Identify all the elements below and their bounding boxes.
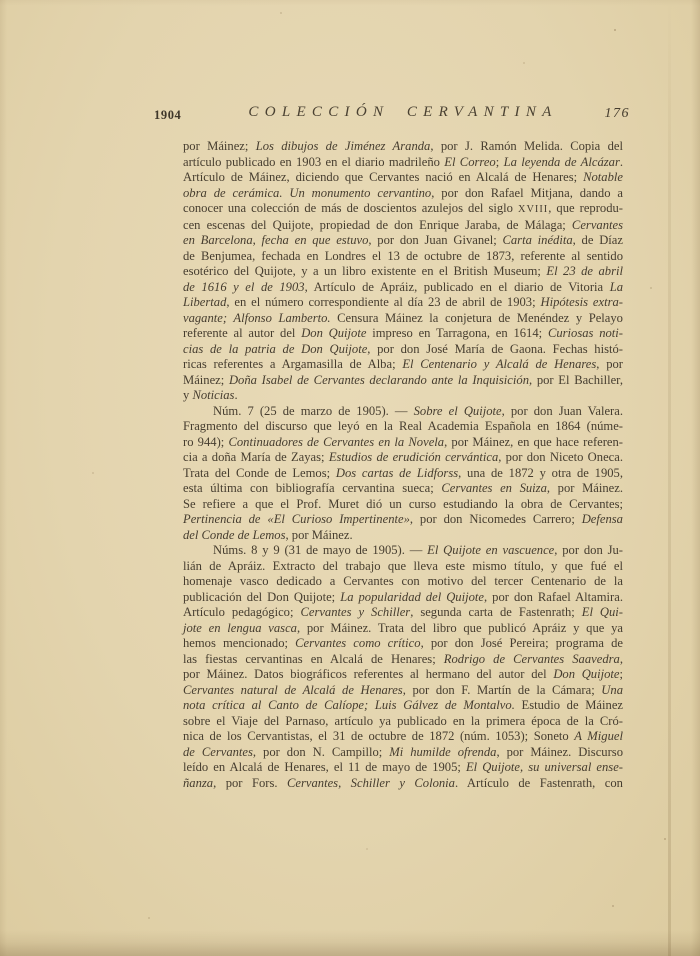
text-line: sobre el Viaje del Parnaso, artículo ya publicado en la primera época de la Cró- [183,713,623,728]
text-line: artículo publicado en 1903 en el diario madrileño El Correo; La leyenda de Alcázar. [183,154,624,169]
text-line: Cervantes natural de Alcalá de Henares, por don F. Martín de la Cámara; Una [183,682,623,697]
text-line: vagante; Alfonso Lamberto. Censura Máinez la conjetura de Menéndez y Pelayo [183,310,623,325]
text-line: esta última con bibliografía cervantina sueca; Cervantes en Suiza, por Máinez. [183,481,623,495]
text-line: ñanza, por Fors. Cervantes, Schiller y Colonia. Artículo de Fastenrath, con [183,775,623,790]
text-line: esotérico del Quijote, y a un libro existente en el British Museum; El 23 de abril [183,264,623,278]
text-line: Artículo de Máinez, diciendo que Cervantes nació en Alcalá de Henares; Notable [183,170,623,184]
text-line: hemos mencionado; Cervantes como crítico, por don José Pereira; programa de [183,636,623,650]
text-line: Núms. 8 y 9 (31 de mayo de 1905). — El Quijote en vascuence, por don Ju- [213,543,623,557]
text-line: las fiestas cervantinas en Alcalá de Henares; Rodrigo de Cervantes Saavedra, [183,651,623,666]
text-line: obra de cerámica. Un monumento cervantino, por don Rafael Mitjana, dando a [183,185,624,200]
text-line: nota crítica al Canto de Calíope; Luis Gálvez de Montalvo. Estudio de Máinez [183,698,623,712]
text-line: Se refiere a que el Prof. Muret dió un curso estudiando la obra de Cervantes; [183,496,623,511]
margin-year: 1904 [154,108,182,122]
text-line: ro 944); Continuadores de Cervantes en la Novela, por Máinez, en que hace referen- [183,434,624,449]
text-line: Núm. 7 (25 de marzo de 1905). — Sobre el Quijote, por don Juan Valera. [213,403,623,418]
page-number: 176 [604,106,630,121]
text-line: ricas referentes a Argamasilla de Alba; El Centenario y Alcalá de Henares, por [183,357,623,371]
text-line: de Cervantes, por don N. Campillo; Mi humilde ofrenda, por Máinez. Discurso [183,744,623,759]
text-line: Fragmento del discurso que leyó en la Real Academia Española en 1864 (núme- [183,419,623,433]
text-line: por Máinez; Los dibujos de Jiménez Aranda, por J. Ramón Melida. Copia del [183,139,623,153]
text-line: leído en Alcalá de Henares, el 11 de mayo de 1905; El Quijote, su universal ense- [183,760,623,774]
text-line: referente al autor del Don Quijote impreso en Tarragona, en 1614; Curiosas noti- [183,326,623,340]
page-title: COLECCIÓN CERVANTINA [248,104,558,120]
text-line: por Máinez. Datos biográficos referentes al hermano del autor del Don Quijote; [183,667,623,681]
text-line: Máinez; Doña Isabel de Cervantes declarando ante la Inquisición, por El Bachiller, [183,372,623,387]
text-line: conocer una colección de más de doscientos azulejos del siglo XVIII, que reprodu- [183,201,623,215]
text-line: Trata del Conde de Lemos; Dos cartas de Lidforss, una de 1872 y otra de 1905, [183,465,623,480]
text-line: publicación del Don Quijote; La popularidad del Quijote, por don Rafael Altamira. [183,589,623,604]
text-line: nica de los Cervantistas, el 31 de octubre de 1872 (núm. 1053); Soneto A Miguel [183,729,623,743]
text-line: cias de la patria de Don Quijote, por don José María de Gaona. Fechas histó- [183,341,623,356]
text-line: de 1616 y el de 1903, Artículo de Apráiz, publicado en el diario de Vitoria La [183,279,623,294]
body-text [183,139,623,791]
running-head [0,0,700,122]
text-line: y Noticias. [183,388,238,402]
text-line: del Conde de Lemos, por Máinez. [183,527,353,542]
text-line: Pertinencia de «El Curioso Impertinente», por don Nicomedes Carrero; Defensa [183,512,623,526]
text-line: cen escenas del Quijote, propiedad de don Enrique Jaraba, de Málaga; Cervantes [183,217,623,232]
text-line: cia a doña María de Zayas; Estudios de erudición cervántica, por don Niceto Oneca. [183,450,623,464]
text-line: jote en lengua vasca, por Máinez. Trata del libro que publicó Apráiz y que ya [183,620,623,635]
text-line: en Barcelona, fecha en que estuvo, por don Juan Givanel; Carta inédita, de Díaz [183,233,623,247]
text-line: homenaje vasco dedicado a Cervantes con motivo del tercer Centenario de la [183,574,623,588]
text-line: lián de Apráiz. Extracto del trabajo que lleva este mismo título, y que fué el [183,558,623,573]
page-edge-crease [668,0,671,956]
text-line: Libertad, en el número correspondiente al día 23 de abril de 1903; Hipótesis extra- [183,295,623,309]
text-line: Artículo pedagógico; Cervantes y Schiller, segunda carta de Fastenrath; El Qui- [183,605,623,619]
text-line: de Benjumea, fechada en Londres el 13 de octubre de 1873, referente al sentido [183,248,623,263]
